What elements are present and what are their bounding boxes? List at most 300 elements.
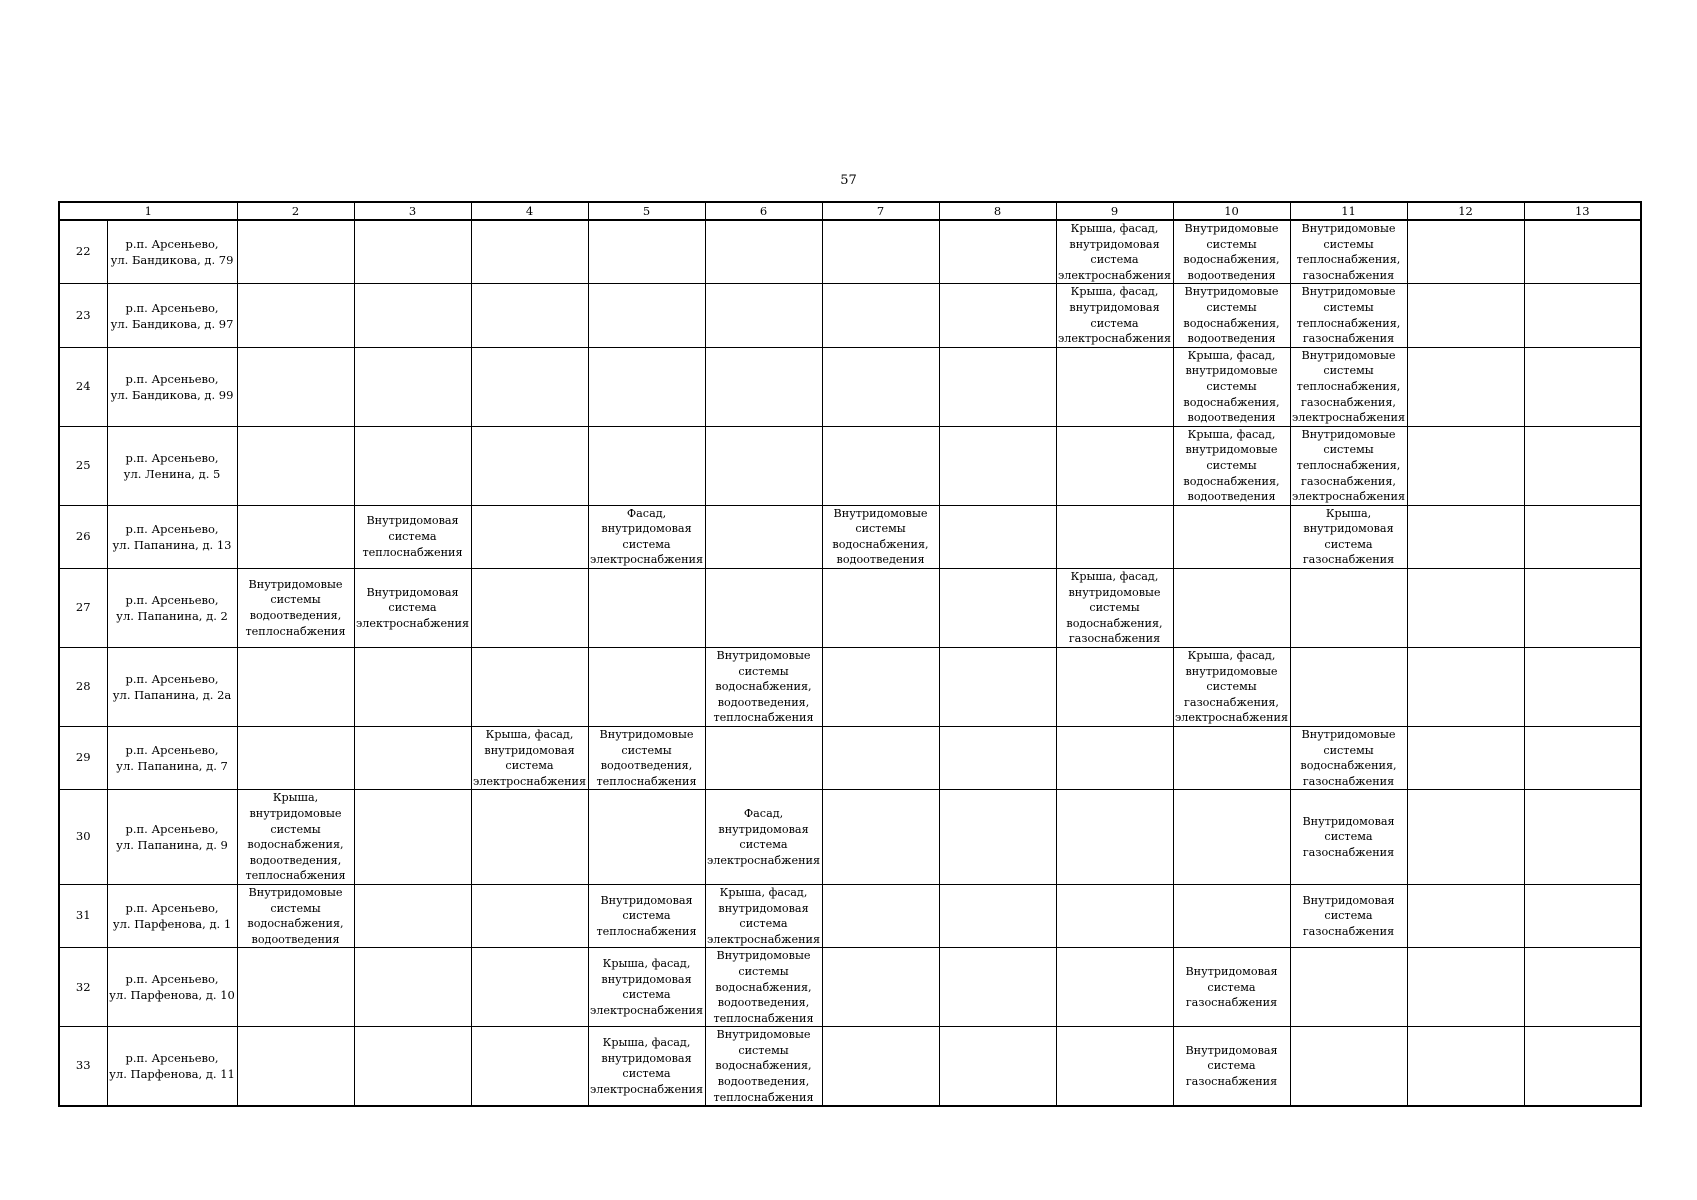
cell-text-line: Крыша, фасад, bbox=[602, 1036, 691, 1050]
table-row bbox=[59, 426, 1641, 505]
work-type-cell bbox=[1290, 426, 1407, 505]
empty-cell bbox=[237, 505, 354, 568]
empty-cell bbox=[588, 790, 705, 885]
empty-cell bbox=[1173, 727, 1290, 790]
work-type-cell bbox=[1290, 505, 1407, 568]
empty-cell bbox=[471, 220, 588, 284]
empty-cell bbox=[822, 727, 939, 790]
cell-text-line: ул. Бандикова, д. 99 bbox=[110, 387, 234, 402]
empty-cell bbox=[822, 220, 939, 284]
cell-text-line: водоснабжения, bbox=[715, 680, 812, 694]
column-number-header: 12 bbox=[1407, 202, 1524, 220]
cell-text-line: внутридомовая bbox=[601, 1051, 692, 1065]
work-type-cell bbox=[354, 569, 471, 648]
cell-text-line: система bbox=[1207, 980, 1256, 994]
empty-cell bbox=[705, 727, 822, 790]
cell-text-line: р.п. Арсеньево, bbox=[125, 371, 219, 386]
table-body bbox=[59, 202, 1641, 1106]
cell-text-line: электроснабжения bbox=[1291, 490, 1406, 504]
work-type-cell bbox=[588, 727, 705, 790]
work-type-cell bbox=[471, 727, 588, 790]
cell-text-line: система bbox=[622, 537, 671, 551]
cell-text-line: внутридомовая bbox=[1303, 522, 1394, 536]
table-row bbox=[59, 884, 1641, 947]
address-cell bbox=[107, 426, 237, 505]
cell-text-line: Внутридомовые bbox=[716, 649, 811, 663]
cell-text-line: внутридомовая bbox=[718, 901, 809, 915]
cell-text-line: системы bbox=[1323, 237, 1374, 251]
empty-cell bbox=[588, 284, 705, 347]
table-row bbox=[59, 727, 1641, 790]
cell-text-line: внутридомовая bbox=[601, 522, 692, 536]
cell-text-line: электроснабжения bbox=[355, 616, 470, 630]
work-type-cell bbox=[705, 884, 822, 947]
empty-cell bbox=[822, 948, 939, 1027]
address-cell bbox=[107, 727, 237, 790]
table-row bbox=[59, 505, 1641, 568]
column-number-header: 3 bbox=[354, 202, 471, 220]
cell-text-line: р.п. Арсеньево, bbox=[125, 300, 219, 315]
cell-text-line: водоснабжения, bbox=[247, 917, 344, 931]
empty-cell bbox=[939, 648, 1056, 727]
empty-cell bbox=[354, 884, 471, 947]
cell-text-line: теплоснабжения, bbox=[1296, 316, 1401, 330]
address-cell bbox=[107, 505, 237, 568]
empty-cell bbox=[1407, 426, 1524, 505]
empty-cell bbox=[1524, 1027, 1641, 1106]
work-type-cell bbox=[1173, 347, 1290, 426]
empty-cell bbox=[1524, 426, 1641, 505]
cell-text-line: водоснабжения, bbox=[247, 838, 344, 852]
empty-cell bbox=[1407, 648, 1524, 727]
cell-text-line: внутридомовые bbox=[1068, 585, 1161, 599]
empty-cell bbox=[471, 1027, 588, 1106]
empty-cell bbox=[354, 347, 471, 426]
cell-text-line: газоснабжения, bbox=[1301, 474, 1396, 488]
cell-text-line: р.п. Арсеньево, bbox=[125, 450, 219, 465]
cell-text-line: водоснабжения, bbox=[1066, 616, 1163, 630]
cell-text-line: Внутридомовая bbox=[1302, 814, 1395, 828]
cell-text-line: Внутридомовые bbox=[599, 728, 694, 741]
empty-cell bbox=[1407, 220, 1524, 284]
empty-cell bbox=[1056, 884, 1173, 947]
cell-text-line: электроснабжения bbox=[472, 774, 587, 788]
row-number: 24 bbox=[59, 347, 107, 426]
cell-text-line: системы bbox=[1089, 601, 1140, 615]
column-number-header: 9 bbox=[1056, 202, 1173, 220]
row-number: 23 bbox=[59, 284, 107, 347]
empty-cell bbox=[1407, 1027, 1524, 1106]
work-type-cell bbox=[1056, 220, 1173, 284]
empty-cell bbox=[471, 284, 588, 347]
cell-text-line: Внутридомовые bbox=[1301, 285, 1396, 299]
cell-text-line: Внутридомовая bbox=[366, 514, 459, 528]
cell-text-line: Крыша, фасад, bbox=[1187, 427, 1276, 441]
empty-cell bbox=[588, 220, 705, 284]
empty-cell bbox=[1524, 505, 1641, 568]
cell-text-line: Крыша, фасад, bbox=[485, 728, 574, 741]
empty-cell bbox=[1407, 505, 1524, 568]
empty-cell bbox=[1524, 727, 1641, 790]
work-type-cell bbox=[237, 884, 354, 947]
empty-cell bbox=[1524, 347, 1641, 426]
empty-cell bbox=[939, 1027, 1056, 1106]
cell-text-line: газоснабжения bbox=[1302, 332, 1395, 346]
repair-schedule-table bbox=[58, 201, 1642, 1107]
empty-cell bbox=[939, 884, 1056, 947]
empty-cell bbox=[822, 347, 939, 426]
empty-cell bbox=[822, 790, 939, 885]
address-cell bbox=[107, 569, 237, 648]
cell-text-line: Крыша, фасад, bbox=[719, 885, 808, 899]
cell-text-line: ул. Папанина, д. 13 bbox=[112, 537, 232, 552]
cell-text-line: внутридомовые bbox=[1185, 664, 1278, 678]
empty-cell bbox=[588, 648, 705, 727]
cell-text-line: р.п. Арсеньево, bbox=[125, 822, 219, 837]
column-number-header: 11 bbox=[1290, 202, 1407, 220]
address-cell bbox=[107, 284, 237, 347]
page-number: 57 bbox=[840, 173, 857, 188]
cell-text-line: внутридомовые bbox=[249, 806, 342, 820]
row-number: 26 bbox=[59, 505, 107, 568]
empty-cell bbox=[354, 648, 471, 727]
cell-text-line: электроснабжения bbox=[589, 1003, 704, 1017]
cell-text-line: системы bbox=[1206, 458, 1257, 472]
empty-cell bbox=[1524, 884, 1641, 947]
cell-text-line: системы bbox=[1206, 300, 1257, 314]
cell-text-line: теплоснабжения bbox=[713, 1090, 814, 1104]
cell-text-line: водоснабжения, bbox=[1183, 253, 1280, 267]
cell-text-line: теплоснабжения, bbox=[1296, 379, 1401, 393]
cell-text-line: ул. Парфенова, д. 10 bbox=[109, 988, 235, 1003]
row-number: 29 bbox=[59, 727, 107, 790]
cell-text-line: р.п. Арсеньево, bbox=[125, 521, 219, 536]
cell-text-line: теплоснабжения bbox=[245, 869, 346, 883]
cell-text-line: газоснабжения bbox=[1302, 553, 1395, 567]
empty-cell bbox=[237, 347, 354, 426]
work-type-cell bbox=[237, 569, 354, 648]
cell-text-line: системы bbox=[855, 522, 906, 536]
empty-cell bbox=[705, 220, 822, 284]
cell-text-line: Внутридомовые bbox=[1301, 348, 1396, 362]
cell-text-line: водоснабжения, bbox=[715, 980, 812, 994]
work-type-cell bbox=[354, 505, 471, 568]
row-number: 30 bbox=[59, 790, 107, 885]
cell-text-line: теплоснабжения bbox=[245, 624, 346, 638]
cell-text-line: водоотведения bbox=[1187, 490, 1276, 504]
cell-text-line: Внутридомовые bbox=[716, 1028, 811, 1042]
cell-text-line: Фасад, bbox=[626, 506, 667, 520]
cell-text-line: Крыша, фасад, bbox=[1187, 348, 1276, 362]
table-row bbox=[59, 948, 1641, 1027]
cell-text-line: ул. Папанина, д. 2 bbox=[116, 609, 228, 624]
empty-cell bbox=[237, 284, 354, 347]
cell-text-line: ул. Парфенова, д. 11 bbox=[109, 1067, 235, 1082]
cell-text-line: Внутридомовая bbox=[1302, 893, 1395, 907]
work-type-cell bbox=[1056, 284, 1173, 347]
cell-text-line: водоотведения, bbox=[717, 996, 810, 1010]
cell-text-line: газоснабжения bbox=[1185, 1075, 1278, 1089]
cell-text-line: системы bbox=[1323, 364, 1374, 378]
cell-text-line: ул. Бандикова, д. 97 bbox=[110, 316, 234, 331]
table-row bbox=[59, 220, 1641, 284]
empty-cell bbox=[1524, 648, 1641, 727]
empty-cell bbox=[1407, 347, 1524, 426]
cell-text-line: газоснабжения bbox=[1185, 996, 1278, 1010]
empty-cell bbox=[354, 727, 471, 790]
empty-cell bbox=[939, 220, 1056, 284]
cell-text-line: теплоснабжения bbox=[713, 711, 814, 725]
cell-text-line: водоотведения, bbox=[600, 759, 693, 773]
empty-cell bbox=[939, 505, 1056, 568]
cell-text-line: электроснабжения bbox=[1291, 411, 1406, 425]
empty-cell bbox=[822, 426, 939, 505]
cell-text-line: р.п. Арсеньево, bbox=[125, 972, 219, 987]
work-type-cell bbox=[1173, 426, 1290, 505]
empty-cell bbox=[1173, 505, 1290, 568]
cell-text-line: теплоснабжения bbox=[713, 1011, 814, 1025]
empty-cell bbox=[939, 426, 1056, 505]
cell-text-line: Внутридомовая bbox=[1185, 1043, 1278, 1057]
empty-cell bbox=[471, 948, 588, 1027]
cell-text-line: электроснабжения bbox=[1174, 711, 1289, 725]
cell-text-line: Крыша, фасад, bbox=[1070, 285, 1159, 299]
cell-text-line: системы bbox=[738, 1043, 789, 1057]
cell-text-line: система bbox=[1324, 537, 1373, 551]
cell-text-line: система bbox=[1207, 1059, 1256, 1073]
cell-text-line: система bbox=[739, 917, 788, 931]
work-type-cell bbox=[1290, 884, 1407, 947]
row-number: 32 bbox=[59, 948, 107, 1027]
empty-cell bbox=[939, 284, 1056, 347]
empty-cell bbox=[1407, 790, 1524, 885]
column-number-header: 6 bbox=[705, 202, 822, 220]
empty-cell bbox=[237, 220, 354, 284]
cell-text-line: система bbox=[388, 601, 437, 615]
cell-text-line: водоснабжения, bbox=[1183, 395, 1280, 409]
empty-cell bbox=[705, 347, 822, 426]
work-type-cell bbox=[1290, 220, 1407, 284]
empty-cell bbox=[822, 284, 939, 347]
empty-cell bbox=[471, 790, 588, 885]
table-row bbox=[59, 790, 1641, 885]
cell-text-line: системы bbox=[1206, 237, 1257, 251]
empty-cell bbox=[588, 426, 705, 505]
cell-text-line: системы bbox=[270, 901, 321, 915]
cell-text-line: внутридомовая bbox=[718, 822, 809, 836]
row-number: 31 bbox=[59, 884, 107, 947]
cell-text-line: газоснабжения bbox=[1302, 845, 1395, 859]
column-number-header: 1 bbox=[59, 202, 237, 220]
row-number: 22 bbox=[59, 220, 107, 284]
address-cell bbox=[107, 220, 237, 284]
empty-cell bbox=[939, 727, 1056, 790]
empty-cell bbox=[1056, 426, 1173, 505]
cell-text-line: газоснабжения bbox=[1302, 268, 1395, 282]
column-number-header: 13 bbox=[1524, 202, 1641, 220]
cell-text-line: водоснабжения, bbox=[1300, 759, 1397, 773]
work-type-cell bbox=[1173, 220, 1290, 284]
cell-text-line: р.п. Арсеньево, bbox=[125, 743, 219, 758]
empty-cell bbox=[471, 505, 588, 568]
work-type-cell bbox=[1290, 347, 1407, 426]
empty-cell bbox=[1407, 284, 1524, 347]
cell-text-line: Внутридомовые bbox=[1184, 285, 1279, 299]
cell-text-line: теплоснабжения, bbox=[1296, 253, 1401, 267]
cell-text-line: водоотведения bbox=[1187, 332, 1276, 346]
cell-text-line: р.п. Арсеньево, bbox=[125, 237, 219, 252]
work-type-cell bbox=[588, 505, 705, 568]
empty-cell bbox=[471, 347, 588, 426]
cell-text-line: Крыша, bbox=[1325, 506, 1372, 520]
cell-text-line: электроснабжения bbox=[589, 1082, 704, 1096]
column-number-header: 7 bbox=[822, 202, 939, 220]
cell-text-line: газоснабжения bbox=[1302, 924, 1395, 938]
cell-text-line: Фасад, bbox=[743, 806, 784, 820]
empty-cell bbox=[822, 648, 939, 727]
cell-text-line: водоотведения bbox=[1187, 411, 1276, 425]
empty-cell bbox=[237, 648, 354, 727]
empty-cell bbox=[1524, 569, 1641, 648]
work-type-cell bbox=[705, 790, 822, 885]
cell-text-line: водоотведения, bbox=[717, 695, 810, 709]
empty-cell bbox=[705, 284, 822, 347]
work-type-cell bbox=[705, 1027, 822, 1106]
cell-text-line: Внутридомовые bbox=[1184, 222, 1279, 235]
cell-text-line: теплоснабжения, bbox=[1296, 458, 1401, 472]
cell-text-line: внутридомовая bbox=[1069, 300, 1160, 314]
address-cell bbox=[107, 648, 237, 727]
cell-text-line: Крыша, bbox=[272, 791, 319, 805]
table-row bbox=[59, 284, 1641, 347]
cell-text-line: ул. Парфенова, д. 1 bbox=[112, 917, 232, 932]
cell-text-line: Внутридомовые bbox=[716, 949, 811, 963]
cell-text-line: Крыша, фасад, bbox=[1070, 222, 1159, 235]
empty-cell bbox=[939, 948, 1056, 1027]
cell-text-line: Внутридомовые bbox=[1301, 222, 1396, 235]
empty-cell bbox=[705, 505, 822, 568]
cell-text-line: Внутридомовая bbox=[600, 893, 693, 907]
empty-cell bbox=[1056, 648, 1173, 727]
cell-text-line: системы bbox=[738, 964, 789, 978]
cell-text-line: водоотведения, bbox=[249, 609, 342, 623]
cell-text-line: система bbox=[505, 759, 554, 773]
cell-text-line: система bbox=[1090, 253, 1139, 267]
cell-text-line: газоснабжения bbox=[1068, 632, 1161, 646]
cell-text-line: р.п. Арсеньево, bbox=[125, 1051, 219, 1066]
empty-cell bbox=[1173, 790, 1290, 885]
empty-cell bbox=[1056, 790, 1173, 885]
empty-cell bbox=[1407, 569, 1524, 648]
empty-cell bbox=[939, 790, 1056, 885]
cell-text-line: водоснабжения, bbox=[1183, 474, 1280, 488]
column-number-header: 5 bbox=[588, 202, 705, 220]
cell-text-line: система bbox=[622, 909, 671, 923]
work-type-cell bbox=[1290, 727, 1407, 790]
empty-cell bbox=[237, 727, 354, 790]
cell-text-line: водоснабжения, bbox=[715, 1059, 812, 1073]
empty-cell bbox=[354, 284, 471, 347]
cell-text-line: водоснабжения, bbox=[1183, 316, 1280, 330]
header-row bbox=[59, 202, 1641, 220]
cell-text-line: р.п. Арсеньево, bbox=[125, 593, 219, 608]
row-number: 27 bbox=[59, 569, 107, 648]
column-number-header: 2 bbox=[237, 202, 354, 220]
address-cell bbox=[107, 948, 237, 1027]
empty-cell bbox=[822, 1027, 939, 1106]
address-cell bbox=[107, 790, 237, 885]
empty-cell bbox=[354, 426, 471, 505]
empty-cell bbox=[471, 569, 588, 648]
cell-text-line: р.п. Арсеньево, bbox=[125, 901, 219, 916]
cell-text-line: ул. Бандикова, д. 79 bbox=[110, 253, 234, 268]
cell-text-line: система bbox=[1324, 830, 1373, 844]
empty-cell bbox=[1407, 884, 1524, 947]
cell-text-line: системы bbox=[1206, 379, 1257, 393]
work-type-cell bbox=[588, 1027, 705, 1106]
cell-text-line: система bbox=[739, 838, 788, 852]
cell-text-line: ул. Папанина, д. 2а bbox=[112, 688, 232, 703]
work-type-cell bbox=[1290, 284, 1407, 347]
cell-text-line: водоотведения, bbox=[717, 1075, 810, 1089]
cell-text-line: системы bbox=[738, 664, 789, 678]
cell-text-line: электроснабжения bbox=[589, 553, 704, 567]
cell-text-line: система bbox=[622, 988, 671, 1002]
work-type-cell bbox=[705, 648, 822, 727]
cell-text-line: внутридомовая bbox=[484, 743, 575, 757]
work-type-cell bbox=[1173, 1027, 1290, 1106]
cell-text-line: ул. Папанина, д. 9 bbox=[116, 838, 228, 853]
cell-text-line: водоотведения, bbox=[249, 853, 342, 867]
empty-cell bbox=[354, 1027, 471, 1106]
empty-cell bbox=[471, 648, 588, 727]
cell-text-line: система bbox=[1324, 909, 1373, 923]
cell-text-line: системы bbox=[270, 593, 321, 607]
cell-text-line: Внутридомовые bbox=[248, 577, 343, 591]
table-row bbox=[59, 1027, 1641, 1106]
cell-text-line: р.п. Арсеньево, bbox=[125, 672, 219, 687]
row-number: 28 bbox=[59, 648, 107, 727]
cell-text-line: электроснабжения bbox=[1057, 332, 1172, 346]
empty-cell bbox=[1290, 948, 1407, 1027]
cell-text-line: ул. Папанина, д. 7 bbox=[116, 759, 228, 774]
empty-cell bbox=[1524, 220, 1641, 284]
column-number-header: 10 bbox=[1173, 202, 1290, 220]
address-cell bbox=[107, 1027, 237, 1106]
work-type-cell bbox=[1173, 648, 1290, 727]
cell-text-line: Внутридомовые bbox=[833, 506, 928, 520]
empty-cell bbox=[1056, 727, 1173, 790]
cell-text-line: Внутридомовая bbox=[366, 585, 459, 599]
work-type-cell bbox=[1173, 284, 1290, 347]
empty-cell bbox=[1407, 948, 1524, 1027]
empty-cell bbox=[822, 569, 939, 648]
cell-text-line: система bbox=[622, 1067, 671, 1081]
cell-text-line: Внутридомовые bbox=[1301, 728, 1396, 741]
work-type-cell bbox=[1056, 569, 1173, 648]
empty-cell bbox=[1524, 284, 1641, 347]
cell-text-line: внутридомовая bbox=[601, 972, 692, 986]
work-type-cell bbox=[588, 948, 705, 1027]
cell-text-line: системы bbox=[1323, 743, 1374, 757]
cell-text-line: электроснабжения bbox=[1057, 268, 1172, 282]
address-cell bbox=[107, 347, 237, 426]
empty-cell bbox=[1524, 948, 1641, 1027]
cell-text-line: системы bbox=[1206, 680, 1257, 694]
empty-cell bbox=[354, 220, 471, 284]
cell-text-line: электроснабжения bbox=[706, 853, 821, 867]
row-number: 33 bbox=[59, 1027, 107, 1106]
